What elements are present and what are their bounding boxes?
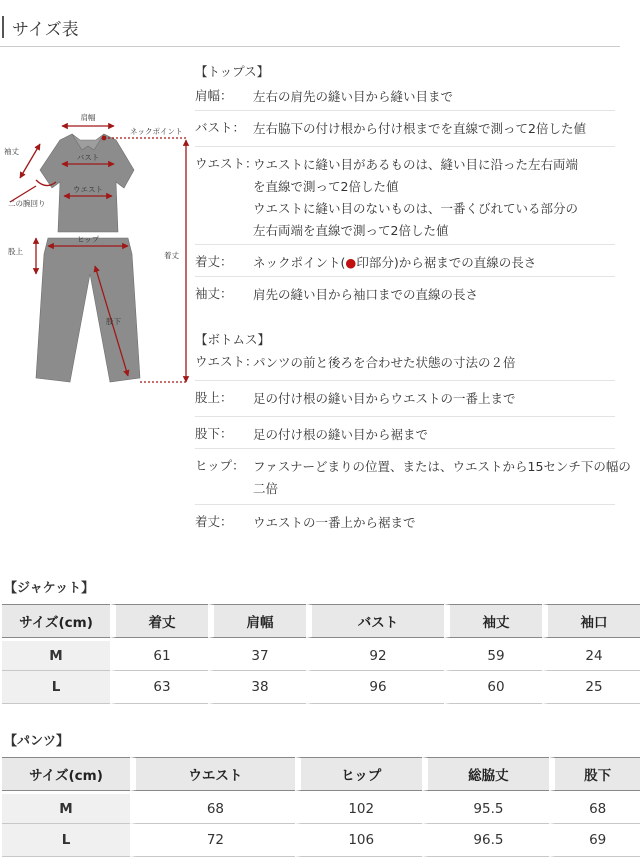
def-row-hip (195, 456, 631, 500)
title-divider (0, 46, 620, 47)
def-text: 左右脇下の付け根から付け根までを直線で測って2倍した値 (253, 121, 586, 136)
table-cell: 68 (130, 791, 295, 824)
label-waist: ウエスト (73, 185, 103, 194)
label-kitake: 着丈 (164, 251, 179, 260)
col-header: ウエスト (130, 757, 295, 791)
page-title-text: サイズ表 (12, 19, 79, 40)
def-text: 左右両端を直線で測って2倍した値 (253, 223, 449, 238)
def-row-waist (195, 154, 615, 242)
table-cell: 63 (110, 671, 208, 704)
table-cell: 102 (295, 791, 422, 824)
table-cell: 68 (549, 791, 640, 824)
table-cell: 60 (444, 671, 542, 704)
col-header: バスト (306, 604, 444, 638)
def-key: 股上： (195, 390, 233, 405)
table-cell: 38 (208, 671, 306, 704)
label-neckpoint: ネックポイント (130, 127, 183, 136)
measurement-figure (0, 106, 195, 391)
def-key: 袖丈： (195, 286, 233, 301)
page-title (2, 14, 79, 40)
table-row (2, 638, 640, 671)
def-text: 二倍 (253, 481, 279, 496)
row-header: M (2, 791, 130, 824)
title-bar-decoration (2, 16, 4, 38)
col-header: 袖口 (542, 604, 640, 638)
label-sodetake: 袖丈 (4, 147, 19, 156)
col-header: 総脇丈 (422, 757, 550, 791)
pants-heading: 【パンツ】 (4, 734, 70, 749)
table-cell: 96.5 (422, 824, 550, 857)
table-cell: 24 (542, 638, 640, 671)
def-row-sodetake (195, 284, 615, 306)
table-cell: 25 (542, 671, 640, 704)
def-text: 足の付け根の縫い目からウエストの一番上まで (253, 391, 516, 406)
col-header: 袖丈 (444, 604, 542, 638)
col-header: サイズ(cm) (2, 604, 110, 638)
def-text: 肩先の縫い目から袖口までの直線の長さ (253, 287, 479, 302)
def-key: 着丈： (195, 254, 233, 269)
def-text: ウエストの一番上から裾まで (253, 515, 416, 530)
def-row-matagami (195, 388, 615, 410)
col-header: ヒップ (295, 757, 422, 791)
table-cell: 69 (549, 824, 640, 857)
row-header: L (2, 824, 130, 857)
def-text: ウエストに縫い目のないものは、一番くびれている部分の (253, 201, 579, 216)
def-text: を直線で測って2倍した値 (253, 179, 399, 194)
label-ninoude: 二の腕回り (8, 199, 46, 208)
label-matagami: 股上 (8, 247, 23, 256)
table-header-row (2, 604, 640, 638)
row-header: L (2, 671, 110, 704)
table-row (2, 671, 640, 704)
table-header-row (2, 757, 640, 791)
bottoms-heading: 【ボトムス】 (195, 332, 271, 347)
col-header: 着丈 (110, 604, 208, 638)
def-key: ヒップ： (195, 458, 245, 473)
neckpoint-marker (102, 136, 107, 141)
def-row-katahaba (195, 86, 615, 108)
def-key: ウエスト： (195, 354, 258, 369)
table-cell: 96 (306, 671, 444, 704)
table-row (2, 791, 640, 824)
def-key: ウエスト： (195, 156, 258, 171)
pants-size-table (2, 757, 640, 857)
tops-heading: 【トップス】 (195, 64, 270, 79)
def-row-bust (195, 118, 615, 140)
label-katahaba: 肩幅 (80, 113, 96, 122)
pants-shape (36, 238, 140, 382)
table-cell: 72 (130, 824, 295, 857)
col-header: 股下 (549, 757, 640, 791)
label-bust: バスト (76, 153, 100, 162)
def-row-kitake-top (195, 252, 615, 274)
def-row-waist-bottom (195, 352, 615, 374)
def-row-kitake-bottom (195, 512, 615, 534)
table-cell: 92 (306, 638, 444, 671)
def-key: 股下： (195, 426, 233, 441)
def-text: パンツの前と後ろを合わせた状態の寸法の２倍 (253, 355, 516, 370)
col-header: サイズ(cm) (2, 757, 130, 791)
table-cell: 106 (295, 824, 422, 857)
jacket-heading: 【ジャケット】 (4, 581, 95, 596)
def-text: ネックポイント(●印部分)から裾までの直線の長さ (253, 255, 537, 270)
table-cell: 61 (110, 638, 208, 671)
def-text: 左右の肩先の縫い目から縫い目まで (253, 89, 454, 104)
col-header: 肩幅 (208, 604, 306, 638)
def-key: バスト： (195, 120, 246, 135)
def-key: 肩幅： (195, 88, 233, 103)
table-cell: 95.5 (422, 791, 550, 824)
def-text: 足の付け根の縫い目から裾まで (253, 427, 429, 442)
table-cell: 59 (444, 638, 542, 671)
def-text: ファスナーどまりの位置、または、ウエストから15センチ下の幅の (253, 459, 631, 474)
red-dot-icon: ● (345, 255, 357, 270)
label-hip: ヒップ (76, 235, 100, 244)
table-cell: 37 (208, 638, 306, 671)
row-header: M (2, 638, 110, 671)
label-matashita: 股下 (106, 317, 121, 326)
def-key: 着丈： (195, 514, 233, 529)
def-row-matashita (195, 424, 615, 446)
jacket-size-table (2, 604, 640, 704)
def-text: ウエストに縫い目があるものは、縫い目に沿った左右両端 (253, 157, 579, 172)
table-row (2, 824, 640, 857)
